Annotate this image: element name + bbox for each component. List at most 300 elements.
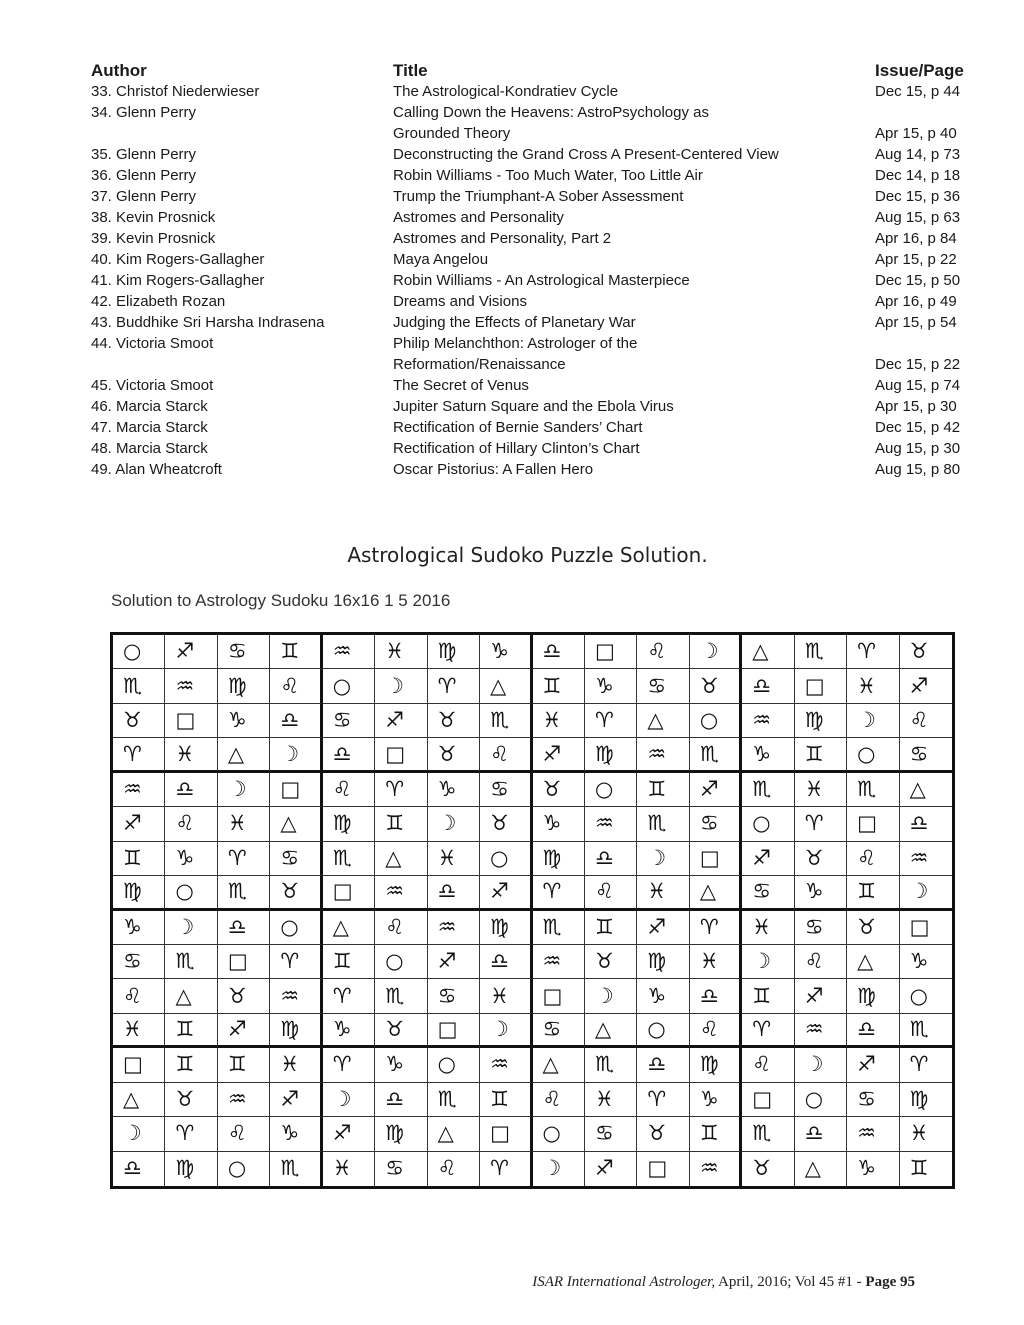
grid-cell: ♍ bbox=[480, 911, 532, 945]
grid-cell: ♐ bbox=[165, 635, 217, 669]
grid-cell: ☽ bbox=[165, 911, 217, 945]
grid-cell: ♑ bbox=[742, 738, 794, 772]
issue-cell bbox=[875, 396, 971, 417]
grid-cell: ♓ bbox=[795, 773, 847, 807]
grid-cell: ♐ bbox=[113, 807, 165, 841]
grid-cell: ♌ bbox=[795, 945, 847, 979]
title-line: Robin Williams - An Astrological Masterpiece bbox=[393, 272, 690, 289]
grid-cell: ☽ bbox=[533, 1152, 585, 1186]
title-line: Calling Down the Heavens: AstroPsychology as bbox=[393, 104, 709, 121]
grid-cell: ♊ bbox=[742, 979, 794, 1013]
grid-cell: ♓ bbox=[165, 738, 217, 772]
issue-cell bbox=[875, 165, 971, 186]
grid-cell: ♍ bbox=[375, 1117, 427, 1151]
grid-cell: □ bbox=[323, 876, 375, 910]
title-line: Rectification of Hillary Clinton’s Chart bbox=[393, 440, 640, 457]
grid-cell: ♓ bbox=[323, 1152, 375, 1186]
title-column-header: Title bbox=[393, 61, 428, 80]
grid-cell: ♉ bbox=[742, 1152, 794, 1186]
grid-cell: △ bbox=[375, 842, 427, 876]
grid-cell: ☽ bbox=[218, 773, 270, 807]
grid-cell: ♑ bbox=[847, 1152, 899, 1186]
page-number: Page 95 bbox=[865, 1274, 915, 1290]
grid-cell: □ bbox=[270, 773, 322, 807]
grid-cell: ♎ bbox=[375, 1083, 427, 1117]
grid-cell: ♌ bbox=[533, 1083, 585, 1117]
title-line: Oscar Pistorius: A Fallen Hero bbox=[393, 461, 594, 478]
author-cell: 42. Elizabeth Rozan bbox=[91, 293, 226, 310]
grid-cell: ☽ bbox=[585, 979, 637, 1013]
grid-cell: ○ bbox=[847, 738, 899, 772]
grid-cell: ♑ bbox=[323, 1014, 375, 1048]
issue-cell bbox=[875, 312, 971, 333]
grid-cell: ♒ bbox=[847, 1117, 899, 1151]
grid-cell: ♏ bbox=[900, 1014, 952, 1048]
grid-cell: ○ bbox=[795, 1083, 847, 1117]
grid-cell: ♒ bbox=[795, 1014, 847, 1048]
issue-text: Apr 15, p 30 bbox=[875, 398, 957, 415]
grid-cell: ☽ bbox=[270, 738, 322, 772]
grid-cell: ♎ bbox=[323, 738, 375, 772]
grid-cell: ♑ bbox=[218, 704, 270, 738]
grid-cell: ♈ bbox=[323, 1048, 375, 1082]
grid-cell: ♏ bbox=[637, 807, 689, 841]
title-cell bbox=[393, 81, 875, 102]
author-cell: 37. Glenn Perry bbox=[91, 188, 197, 205]
title-line: The Astrological-Kondratiev Cycle bbox=[393, 83, 619, 100]
grid-cell: ♌ bbox=[113, 979, 165, 1013]
grid-cell: ☽ bbox=[113, 1117, 165, 1151]
grid-cell: ♍ bbox=[113, 876, 165, 910]
grid-cell: ♒ bbox=[218, 1083, 270, 1117]
grid-cell: ♍ bbox=[270, 1014, 322, 1048]
grid-cell: ♎ bbox=[900, 807, 952, 841]
grid-cell: ♒ bbox=[637, 738, 689, 772]
issue-text: Apr 15, p 22 bbox=[875, 251, 957, 268]
grid-cell: ♋ bbox=[323, 704, 375, 738]
grid-cell: △ bbox=[742, 635, 794, 669]
grid-cell: ☽ bbox=[847, 704, 899, 738]
grid-cell: ♊ bbox=[795, 738, 847, 772]
grid-cell: ♈ bbox=[847, 635, 899, 669]
issue-text: Apr 15, p 40 bbox=[875, 125, 957, 142]
grid-cell: ♎ bbox=[742, 669, 794, 703]
grid-cell: ♊ bbox=[113, 842, 165, 876]
grid-cell: △ bbox=[847, 945, 899, 979]
grid-cell: ♉ bbox=[795, 842, 847, 876]
grid-cell: ♈ bbox=[113, 738, 165, 772]
grid-cell: ♎ bbox=[480, 945, 532, 979]
title-cell bbox=[393, 438, 875, 459]
publication-name: ISAR International Astrologer, bbox=[532, 1274, 716, 1290]
grid-cell: ♑ bbox=[428, 773, 480, 807]
grid-cell: □ bbox=[218, 945, 270, 979]
grid-cell: ♐ bbox=[795, 979, 847, 1013]
grid-cell: ♓ bbox=[428, 842, 480, 876]
issue-info: April, 2016; Vol 45 #1 - bbox=[715, 1274, 866, 1290]
grid-cell: □ bbox=[900, 911, 952, 945]
title-cell bbox=[393, 459, 875, 480]
issue-text: Dec 15, p 44 bbox=[875, 83, 961, 100]
grid-cell: ♐ bbox=[428, 945, 480, 979]
index-rows bbox=[91, 81, 971, 480]
grid-cell: ♑ bbox=[533, 807, 585, 841]
grid-cell: ♈ bbox=[480, 1152, 532, 1186]
grid-cell: ♈ bbox=[323, 979, 375, 1013]
grid-cell: ♋ bbox=[900, 738, 952, 772]
grid-cell: ♒ bbox=[375, 876, 427, 910]
grid-cell: ♊ bbox=[375, 807, 427, 841]
title-line: Philip Melanchthon: Astrologer of the bbox=[393, 335, 638, 352]
index-row bbox=[91, 81, 971, 102]
grid-cell: ♍ bbox=[428, 635, 480, 669]
grid-cell: □ bbox=[165, 704, 217, 738]
grid-cell: ♋ bbox=[533, 1014, 585, 1048]
grid-cell: ♓ bbox=[113, 1014, 165, 1048]
grid-cell: ♑ bbox=[637, 979, 689, 1013]
grid-cell: ♏ bbox=[742, 1117, 794, 1151]
grid-cell: □ bbox=[533, 979, 585, 1013]
grid-cell: ♏ bbox=[480, 704, 532, 738]
title-cell bbox=[393, 249, 875, 270]
title-line: Judging the Effects of Planetary War bbox=[393, 314, 636, 331]
grid-cell: ♒ bbox=[533, 945, 585, 979]
grid-cell: ○ bbox=[480, 842, 532, 876]
index-row bbox=[91, 375, 971, 396]
grid-cell: ○ bbox=[323, 669, 375, 703]
grid-cell: ♒ bbox=[480, 1048, 532, 1082]
grid-cell: ☽ bbox=[900, 876, 952, 910]
grid-cell: ♉ bbox=[165, 1083, 217, 1117]
grid-cell: ♎ bbox=[218, 911, 270, 945]
grid-cell: ♎ bbox=[847, 1014, 899, 1048]
grid-cell: ♋ bbox=[585, 1117, 637, 1151]
grid-cell: ♎ bbox=[637, 1048, 689, 1082]
grid-cell: □ bbox=[428, 1014, 480, 1048]
grid-cell: ♉ bbox=[585, 945, 637, 979]
grid-cell: ♉ bbox=[270, 876, 322, 910]
index-header-row bbox=[91, 58, 971, 81]
title-cell bbox=[393, 291, 875, 312]
title-line: Astromes and Personality, Part 2 bbox=[393, 230, 612, 247]
title-line: Astromes and Personality bbox=[393, 209, 564, 226]
issue-cell bbox=[875, 438, 971, 459]
author-cell: 34. Glenn Perry bbox=[91, 104, 197, 121]
grid-cell: ♎ bbox=[428, 876, 480, 910]
title-line: Maya Angelou bbox=[393, 251, 489, 268]
grid-cell: ♌ bbox=[270, 669, 322, 703]
grid-cell: ♒ bbox=[690, 1152, 742, 1186]
grid-cell: ♉ bbox=[375, 1014, 427, 1048]
grid-cell: ♍ bbox=[690, 1048, 742, 1082]
grid-cell: ♍ bbox=[637, 945, 689, 979]
grid-cell: □ bbox=[795, 669, 847, 703]
author-cell: 48. Marcia Starck bbox=[91, 440, 208, 457]
article-index bbox=[91, 58, 971, 480]
title-line: Jupiter Saturn Square and the Ebola Virus bbox=[393, 398, 674, 415]
grid-cell: ♐ bbox=[585, 1152, 637, 1186]
grid-cell: ♋ bbox=[218, 635, 270, 669]
grid-cell: ♑ bbox=[795, 876, 847, 910]
grid-cell: ♏ bbox=[113, 669, 165, 703]
grid-cell: ♈ bbox=[742, 1014, 794, 1048]
grid-cell: ♍ bbox=[585, 738, 637, 772]
grid-cell: ♑ bbox=[480, 635, 532, 669]
grid-cell: ♈ bbox=[218, 842, 270, 876]
grid-cell: ♐ bbox=[847, 1048, 899, 1082]
grid-cell: ♒ bbox=[742, 704, 794, 738]
grid-cell: ♉ bbox=[428, 704, 480, 738]
grid-cell: ♏ bbox=[742, 773, 794, 807]
grid-cell: △ bbox=[900, 773, 952, 807]
puzzle-heading: Astrological Sudoko Puzzle Solution. bbox=[347, 543, 708, 567]
author-cell: 49. Alan Wheatcroft bbox=[91, 461, 222, 478]
grid-cell: ♒ bbox=[323, 635, 375, 669]
title-line: Grounded Theory bbox=[393, 125, 511, 142]
title-line: Rectification of Bernie Sanders’ Chart bbox=[393, 419, 643, 436]
grid-cell: ♐ bbox=[637, 911, 689, 945]
grid-cell: ♐ bbox=[900, 669, 952, 703]
grid-cell: ♍ bbox=[218, 669, 270, 703]
grid-cell: ♍ bbox=[900, 1083, 952, 1117]
index-row bbox=[91, 291, 971, 312]
title-cell bbox=[393, 375, 875, 396]
issue-cell bbox=[875, 102, 971, 144]
grid-cell: ♏ bbox=[218, 876, 270, 910]
grid-cell: ♒ bbox=[113, 773, 165, 807]
grid-cell: ♈ bbox=[637, 1083, 689, 1117]
grid-cell: ♐ bbox=[218, 1014, 270, 1048]
grid-cell: ♑ bbox=[900, 945, 952, 979]
title-cell bbox=[393, 207, 875, 228]
grid-cell: ♊ bbox=[218, 1048, 270, 1082]
grid-cell: ♌ bbox=[323, 773, 375, 807]
grid-cell: ♐ bbox=[533, 738, 585, 772]
grid-cell: ♐ bbox=[690, 773, 742, 807]
grid-cell: ♐ bbox=[375, 704, 427, 738]
index-row bbox=[91, 333, 971, 375]
author-cell: 46. Marcia Starck bbox=[91, 398, 208, 415]
grid-cell: ♏ bbox=[847, 773, 899, 807]
grid-cell: ♎ bbox=[533, 635, 585, 669]
author-cell: 36. Glenn Perry bbox=[91, 167, 197, 184]
grid-cell: ♏ bbox=[533, 911, 585, 945]
grid-cell: ♍ bbox=[165, 1152, 217, 1186]
grid-cell: ♏ bbox=[795, 635, 847, 669]
grid-cell: ♊ bbox=[847, 876, 899, 910]
grid-cell: □ bbox=[585, 635, 637, 669]
index-row bbox=[91, 270, 971, 291]
grid-cell: ○ bbox=[690, 704, 742, 738]
issue-text: Apr 15, p 54 bbox=[875, 314, 957, 331]
grid-cell: ♑ bbox=[690, 1083, 742, 1117]
grid-cell: ♈ bbox=[795, 807, 847, 841]
issue-text: Dec 14, p 18 bbox=[875, 167, 961, 184]
grid-cell: ♎ bbox=[165, 773, 217, 807]
grid-cell: ♒ bbox=[165, 669, 217, 703]
grid-cell: ♋ bbox=[637, 669, 689, 703]
grid-cell: ♎ bbox=[795, 1117, 847, 1151]
issue-text: Dec 15, p 22 bbox=[875, 356, 961, 373]
grid-cell: □ bbox=[113, 1048, 165, 1082]
grid-cell: ♓ bbox=[742, 911, 794, 945]
grid-cell: ♈ bbox=[533, 876, 585, 910]
issue-cell bbox=[875, 186, 971, 207]
title-line: Trump the Triumphant-A Sober Assessment bbox=[393, 188, 684, 205]
grid-cell: ♈ bbox=[585, 704, 637, 738]
grid-cell: ○ bbox=[113, 635, 165, 669]
grid-cell: ♑ bbox=[585, 669, 637, 703]
grid-cell: △ bbox=[165, 979, 217, 1013]
grid-cell: □ bbox=[847, 807, 899, 841]
grid-cell: ♊ bbox=[585, 911, 637, 945]
page-footer bbox=[532, 1274, 915, 1291]
author-cell: 33. Christof Niederwieser bbox=[91, 83, 260, 100]
grid-cell: ♉ bbox=[847, 911, 899, 945]
grid-cell: ♎ bbox=[113, 1152, 165, 1186]
issue-cell bbox=[875, 270, 971, 291]
author-cell: 44. Victoria Smoot bbox=[91, 335, 214, 352]
grid-cell: ♐ bbox=[270, 1083, 322, 1117]
grid-cell: ☽ bbox=[637, 842, 689, 876]
grid-cell: ♏ bbox=[585, 1048, 637, 1082]
grid-cell: ☽ bbox=[690, 635, 742, 669]
author-column-header: Author bbox=[91, 61, 147, 80]
issue-column-header: Issue/Page bbox=[875, 61, 964, 80]
issue-text: Aug 15, p 30 bbox=[875, 440, 961, 457]
grid-cell: ♊ bbox=[270, 635, 322, 669]
grid-cell: ○ bbox=[900, 979, 952, 1013]
author-cell: 41. Kim Rogers-Gallagher bbox=[91, 272, 265, 289]
title-cell bbox=[393, 396, 875, 417]
author-cell: 40. Kim Rogers-Gallagher bbox=[91, 251, 265, 268]
title-line: Robin Williams - Too Much Water, Too Little Air bbox=[393, 167, 703, 184]
grid-cell: ♊ bbox=[637, 773, 689, 807]
title-cell bbox=[393, 186, 875, 207]
grid-cell: ♓ bbox=[690, 945, 742, 979]
grid-cell: ♌ bbox=[218, 1117, 270, 1151]
author-cell: 47. Marcia Starck bbox=[91, 419, 208, 436]
grid-cell: ♊ bbox=[909, 1156, 929, 1181]
grid-cell: ♒ bbox=[428, 911, 480, 945]
grid-cell: ♓ bbox=[270, 1048, 322, 1082]
issue-text: Aug 15, p 74 bbox=[875, 377, 961, 394]
grid-cell: ♌ bbox=[165, 807, 217, 841]
issue-cell bbox=[875, 291, 971, 312]
grid-cell: ○ bbox=[165, 876, 217, 910]
issue-text: Dec 15, p 42 bbox=[875, 419, 961, 436]
grid-cell: ♌ bbox=[428, 1152, 480, 1186]
grid-cell: ♐ bbox=[742, 842, 794, 876]
title-line: Reformation/Renaissance bbox=[393, 356, 566, 373]
issue-text: Apr 16, p 49 bbox=[875, 293, 957, 310]
grid-cell: △ bbox=[113, 1083, 165, 1117]
grid-cell: ☽ bbox=[323, 1083, 375, 1117]
grid-cell: ♌ bbox=[585, 876, 637, 910]
grid-cell: ♎ bbox=[690, 979, 742, 1013]
grid-cell: ♋ bbox=[795, 911, 847, 945]
grid-cell: ♌ bbox=[637, 635, 689, 669]
author-cell: 38. Kevin Prosnick bbox=[91, 209, 216, 226]
issue-text: Aug 15, p 80 bbox=[875, 461, 961, 478]
grid-cell: ♑ bbox=[375, 1048, 427, 1082]
grid-cell: □ bbox=[637, 1152, 689, 1186]
grid-cell: ♊ bbox=[323, 945, 375, 979]
grid-cell: ♓ bbox=[375, 635, 427, 669]
index-row bbox=[91, 459, 971, 480]
grid-cell: ♓ bbox=[218, 807, 270, 841]
grid-cell: ♉ bbox=[637, 1117, 689, 1151]
grid-cell: ♓ bbox=[847, 669, 899, 703]
index-row bbox=[91, 228, 971, 249]
grid-cell: ♒ bbox=[900, 842, 952, 876]
grid-cell: ♋ bbox=[847, 1083, 899, 1117]
grid-cell: ☽ bbox=[795, 1048, 847, 1082]
grid-cell: ♌ bbox=[900, 704, 952, 738]
grid-cell: ♉ bbox=[900, 635, 952, 669]
title-cell bbox=[393, 144, 875, 165]
title-cell bbox=[393, 417, 875, 438]
grid-cell: ♊ bbox=[533, 669, 585, 703]
grid-cell: ♉ bbox=[533, 773, 585, 807]
issue-cell bbox=[875, 459, 971, 480]
grid-cell: ♍ bbox=[847, 979, 899, 1013]
grid-cell: □ bbox=[375, 738, 427, 772]
grid-cell: ♌ bbox=[690, 1014, 742, 1048]
issue-cell bbox=[875, 81, 971, 102]
grid-cell: ○ bbox=[533, 1117, 585, 1151]
grid-cell: ○ bbox=[742, 807, 794, 841]
grid-cell: ♒ bbox=[270, 979, 322, 1013]
title-cell bbox=[393, 270, 875, 291]
grid-cell: ○ bbox=[637, 1014, 689, 1048]
grid-cell: ♏ bbox=[165, 945, 217, 979]
grid-cell: ♑ bbox=[113, 911, 165, 945]
grid-cell: ♉ bbox=[480, 807, 532, 841]
grid-cell: △ bbox=[218, 738, 270, 772]
grid-cell: ♈ bbox=[270, 945, 322, 979]
issue-text: Aug 15, p 63 bbox=[875, 209, 961, 226]
grid-cell: ♓ bbox=[900, 1117, 952, 1151]
grid-cell: □ bbox=[480, 1117, 532, 1151]
grid-cell: ♋ bbox=[428, 979, 480, 1013]
grid-cell: ♍ bbox=[533, 842, 585, 876]
title-cell bbox=[393, 102, 875, 144]
grid-cell: △ bbox=[270, 807, 322, 841]
grid-cell: ♑ bbox=[165, 842, 217, 876]
grid-cell: ♓ bbox=[533, 704, 585, 738]
issue-cell bbox=[875, 144, 971, 165]
issue-cell bbox=[875, 417, 971, 438]
grid-cell: ♋ bbox=[113, 945, 165, 979]
grid-cell: ♋ bbox=[742, 876, 794, 910]
grid-cell: ○ bbox=[218, 1152, 270, 1186]
issue-cell bbox=[875, 249, 971, 270]
issue-text: Aug 14, p 73 bbox=[875, 146, 961, 163]
index-row bbox=[91, 438, 971, 459]
grid-cell: ♐ bbox=[480, 876, 532, 910]
grid-cell: ♊ bbox=[690, 1117, 742, 1151]
index-row bbox=[91, 207, 971, 228]
grid-cell: ♋ bbox=[480, 773, 532, 807]
grid-cell: ♒ bbox=[585, 807, 637, 841]
grid-cell: ♏ bbox=[690, 738, 742, 772]
grid-cell: △ bbox=[323, 911, 375, 945]
grid-cell: ☽ bbox=[375, 669, 427, 703]
author-cell: 35. Glenn Perry bbox=[91, 146, 197, 163]
title-cell bbox=[393, 312, 875, 333]
grid-cell: ♎ bbox=[585, 842, 637, 876]
